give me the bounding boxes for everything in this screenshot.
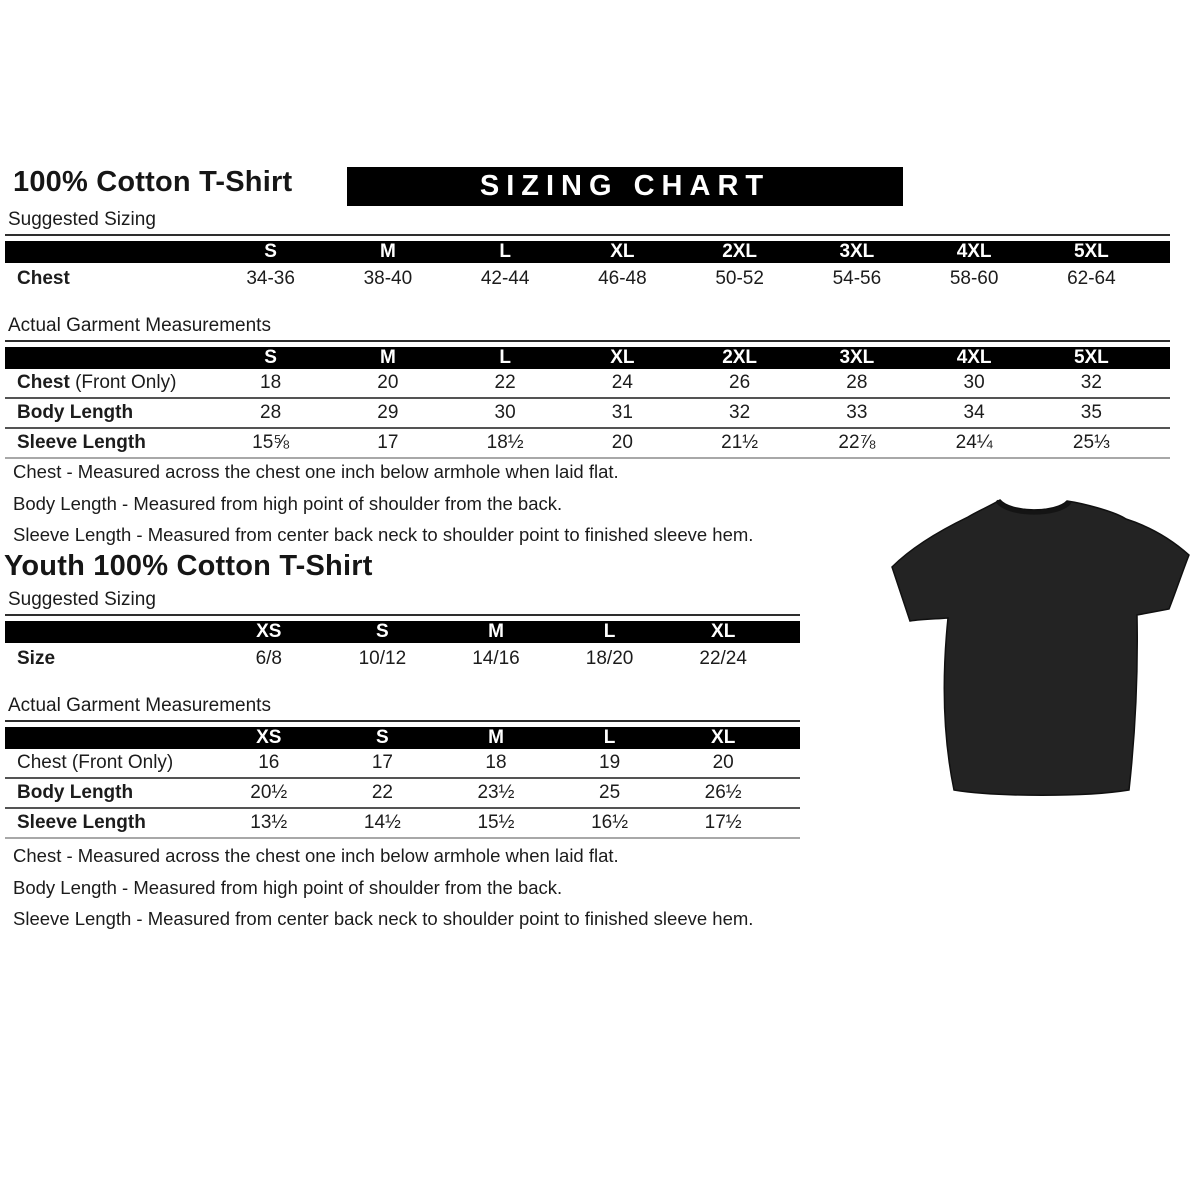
size-column-header: S [264,347,277,368]
size-column-header: L [499,241,511,262]
section-label: Actual Garment Measurements [5,315,1170,342]
table-row-sleeve-length [5,807,800,839]
adult-measurement-notes [13,456,753,551]
table-row-chest-front-only [5,369,1170,397]
measurement-cell: 22/24 [699,647,747,669]
measurement-cell: 34-36 [246,267,295,289]
measurement-cell: 28 [846,372,868,393]
row-label: Body Length [17,402,134,423]
measurement-cell: 38-40 [363,267,413,289]
size-column-header: M [379,347,396,368]
measurement-cell: 33 [846,402,868,423]
row-label: Size [17,647,56,669]
table-row-chest-front-only [5,749,800,777]
measurement-cell: 10/12 [358,647,407,669]
size-column-header: XS [256,727,282,748]
measurement-cell: 24¼ [955,432,993,453]
row-label: Body Length [17,782,134,803]
measurement-cell: 17 [371,752,393,773]
measurement-cell: 26 [729,372,751,393]
measurement-cell: 23½ [477,782,515,803]
measurement-cell: 21½ [721,432,759,453]
measurement-cell: 30 [963,372,985,393]
measurement-cell: 35 [1080,402,1102,423]
measurement-cell: 16½ [591,812,629,833]
row-label: Chest (Front Only) [17,372,177,393]
measurement-cell: 42-44 [480,267,530,289]
measurement-cell: 26½ [704,782,742,803]
measurement-cell: 50-52 [715,267,764,289]
note-chest: Chest - Measured across the chest one inch below armhole when laid flat. [13,845,619,866]
size-column-header: XL [610,347,635,368]
sizing-chart-banner [347,167,903,206]
row-label: Sleeve Length [17,812,146,833]
measurement-cell: 20 [377,372,399,393]
size-column-header: 2XL [722,347,758,368]
measurement-cell: 31 [611,402,633,423]
tshirt-body [892,500,1189,795]
size-column-header: S [376,727,389,748]
youth-suggested-sizing-table [5,589,800,674]
youth-section-title: Youth 100% Cotton T-Shirt [4,550,373,582]
measurement-cell: 20 [712,752,734,773]
youth-measurement-notes [13,840,753,935]
measurement-cell: 6/8 [255,647,282,669]
size-column-header: S [376,621,389,642]
table-row-body-length [5,397,1170,427]
table-row-sleeve-length [5,427,1170,459]
size-column-header: 4XL [956,347,992,368]
adult-actual-header-row [5,347,1170,369]
measurement-cell: 20 [611,432,633,453]
size-column-header: M [488,727,504,748]
row-label: Chest [17,267,70,289]
measurement-cell: 32 [1080,372,1102,393]
table-row-size [5,643,800,674]
size-column-header: XS [256,621,282,642]
size-column-header: L [499,347,511,368]
row-label: Chest (Front Only) [17,752,174,773]
measurement-cell: 14½ [363,812,401,833]
youth-suggested-header-row [5,621,800,643]
measurement-cell: 20½ [250,782,288,803]
size-column-header: XL [711,727,736,748]
measurement-cell: 29 [377,402,399,423]
measurement-cell: 18 [260,372,282,393]
measurement-cell: 28 [260,402,282,423]
adult-suggested-sizing-table [5,209,1170,294]
measurement-cell: 24 [611,372,633,393]
measurement-cell: 58-60 [949,267,999,289]
measurement-cell: 18½ [486,432,524,453]
sizing-chart-banner-text: SIZING CHART [479,170,771,202]
size-column-header: 4XL [956,241,992,262]
note-chest: Chest - Measured across the chest one inch below armhole when laid flat. [13,461,619,482]
size-column-header: S [264,241,277,262]
size-column-header: 3XL [839,347,875,368]
measurement-cell: 25⅓ [1072,432,1110,453]
measurement-cell: 13½ [250,812,288,833]
size-column-header: M [488,621,504,642]
tshirt-image [886,497,1194,797]
section-label: Suggested Sizing [5,209,1170,236]
table-row-body-length [5,777,800,807]
size-column-header: 3XL [839,241,875,262]
youth-actual-measurements-table [5,695,800,839]
measurement-cell: 22 [494,372,516,393]
measurement-cell: 15⅝ [252,432,290,453]
measurement-cell: 32 [729,402,751,423]
adult-actual-measurements-table [5,315,1170,459]
size-column-header: 5XL [1073,241,1109,262]
size-column-header: L [603,727,616,748]
adult-suggested-header-row [5,241,1170,263]
measurement-cell: 17 [377,432,399,453]
measurement-cell: 18/20 [585,647,634,669]
measurement-cell: 19 [599,752,621,773]
measurement-cell: 34 [963,402,985,423]
note-sleeve-length: Sleeve Length - Measured from center back neck to shoulder point to finished sleeve hem. [13,524,754,545]
measurement-cell: 25 [599,782,621,803]
measurement-cell: 16 [258,752,280,773]
note-body-length: Body Length - Measured from high point of shoulder from the back. [13,492,563,514]
size-column-header: M [379,241,396,262]
section-label: Suggested Sizing [5,589,800,616]
note-sleeve-length: Sleeve Length - Measured from center back neck to shoulder point to finished sleeve hem. [13,908,754,929]
measurement-cell: 54-56 [832,267,882,289]
measurement-cell: 22 [371,782,393,803]
measurement-cell: 15½ [477,812,515,833]
page-title: 100% Cotton T-Shirt [13,166,293,198]
measurement-cell: 62-64 [1067,267,1116,289]
measurement-cell: 18 [485,752,507,773]
table-row-chest [5,263,1170,294]
measurement-cell: 46-48 [598,267,647,289]
size-column-header: 2XL [722,241,758,262]
youth-actual-header-row [5,727,800,749]
size-column-header: L [603,621,616,642]
measurement-cell: 14/16 [472,647,520,669]
section-label: Actual Garment Measurements [5,695,800,722]
size-column-header: 5XL [1073,347,1109,368]
note-body-length: Body Length - Measured from high point of shoulder from the back. [13,876,563,898]
measurement-cell: 30 [494,402,516,423]
measurement-cell: 22⅞ [838,432,876,453]
row-label: Sleeve Length [17,432,146,453]
size-column-header: XL [610,241,635,262]
measurement-cell: 17½ [704,812,742,833]
size-column-header: XL [711,621,736,642]
